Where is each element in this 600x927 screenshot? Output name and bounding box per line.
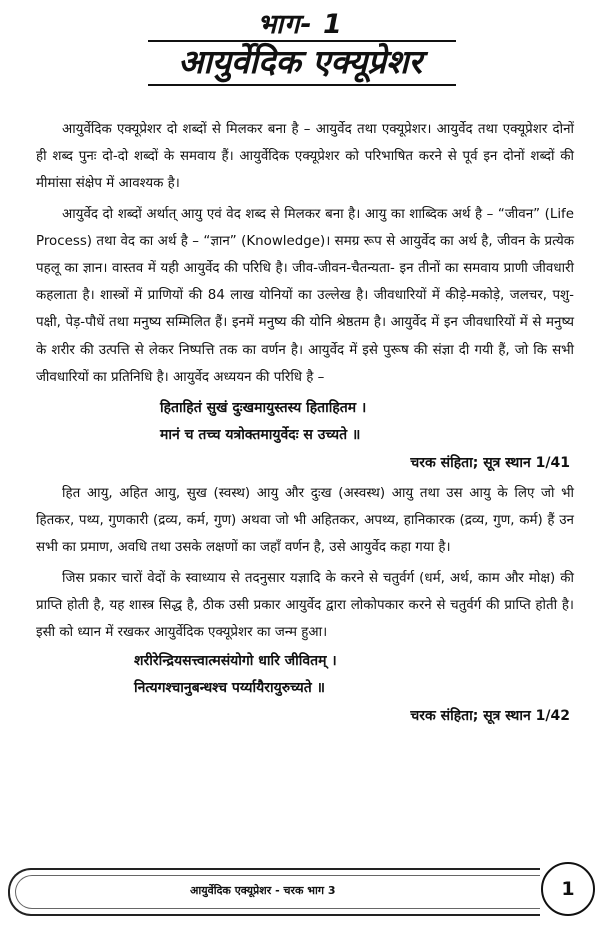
verse-source: चरक संहिता; सूत्र स्थान 1/42 bbox=[410, 708, 570, 725]
running-title: आयुर्वेदिक एक्यूप्रेशर - चरक भाग 3 bbox=[190, 884, 336, 897]
verse-line: हिताहितं सुखं दुःखमायुस्तस्य हिताहितम । bbox=[160, 400, 367, 417]
paragraph-3: हित आयु, अहित आयु, सुख (स्वस्थ) आयु और दुःख (अस्वस्थ) आयु तथा उस आयु के लिए जो भी हितकर, पथ्य, गुणकारी (द्रव्य, कर्म, गुण) अथवा जो भी अहितकर, अपथ्य, हानिकारक (द्रव्य, गुण, कर्म) हैं उन सभी का प्रमाण, अवधि तथा उसके लक्षणों का जहाँ वर्णन है, उसे आयुर्वेद कहा गया है। bbox=[36, 486, 574, 556]
chapter-title: आयुर्वेदिक एक्यूप्रेशर bbox=[178, 42, 422, 81]
part-heading: भाग- 1 bbox=[257, 9, 343, 40]
paragraph-2: आयुर्वेद दो शब्दों अर्थात् आयु एवं वेद शब्द से मिलकर बना है। आयु का शाब्दिक अर्थ है – “जीवन” (Life Process) तथा वेद का अर्थ है – “ज्ञान” (Knowledge)। समग्र रूप से आयुर्वेद का अर्थ है, जीवन के प्रत्येक पहलू का ज्ञान। वास्तव में यही आयुर्वेद की परिधि है। जीव-जीवन-चैतन्यता- इन तीनों का समवाय प्राणी जीवधारी कहलाता है। शास्त्रों में प्राणियों की 84 लाख योनियों का उल्लेख है। जीवधारियों में कीड़े-मकोड़े, जलचर, पशु-पक्षी, पेड़-पौधें तथा मनुष्य सम्मिलित हैं। इनमें मनुष्य की योनि श्रेष्ठतम है। आयुर्वेद में इन जीवधारियों में से मनुष्य के शरीर की उत्पत्ति से लेकर निष्पत्ति तक का वर्णन है। आयुर्वेद में इसे पुरूष की संज्ञा दी गयी हैं, जो कि सभी जीवधारियों का प्रतिनिधि है। आयुर्वेद अध्ययन की परिधि है – bbox=[36, 206, 574, 385]
verse-block-1 bbox=[36, 395, 574, 477]
page-body bbox=[36, 116, 574, 730]
verse-source: चरक संहिता; सूत्र स्थान 1/41 bbox=[410, 455, 570, 472]
page-footer bbox=[8, 868, 540, 916]
verse-block-2 bbox=[36, 648, 574, 730]
verse-line: मानं च तच्च यत्रोक्तमायुर्वेदः स उच्यते ॥ bbox=[160, 427, 361, 444]
paragraph-1: आयुर्वेदिक एक्यूप्रेशर दो शब्दों से मिलकर बना है – आयुर्वेद तथा एक्यूप्रेशर। आयुर्वेद तथा एक्यूप्रेशर दोनों ही शब्द पुनः दो-दो शब्दों के समवाय हैं। आयुर्वेदिक एक्यूप्रेशर को परिभाषित करने से पूर्व इन दोनों शब्दों की मीमांसा संक्षेप में आवश्यक है। bbox=[36, 122, 574, 192]
paragraph-4: जिस प्रकार चारों वेदों के स्वाध्याय से तदनुसार यज्ञादि के करने से चतुर्वर्ग (धर्म, अर्थ, काम और मोक्ष) की प्राप्ति होती है, यह शास्त्र सिद्ध है, ठीक उसी प्रकार आयुर्वेद द्वारा लोकोपकार करने से चतुर्वर्ग की प्राप्ति होती है। इसी को ध्यान में रखकर आयुर्वेदिक एक्यूप्रेशर का जन्म हुआ। bbox=[36, 570, 574, 641]
verse-line: शरीरेन्द्रियसत्त्वात्मसंयोगो धारि जीवितम् । bbox=[134, 653, 337, 670]
title-rule-bottom bbox=[148, 84, 456, 86]
page-number: 1 bbox=[541, 862, 595, 916]
verse-line: नित्यगश्चानुबन्धश्च पर्य्यायैरायुरुच्यते ॥ bbox=[134, 680, 326, 697]
